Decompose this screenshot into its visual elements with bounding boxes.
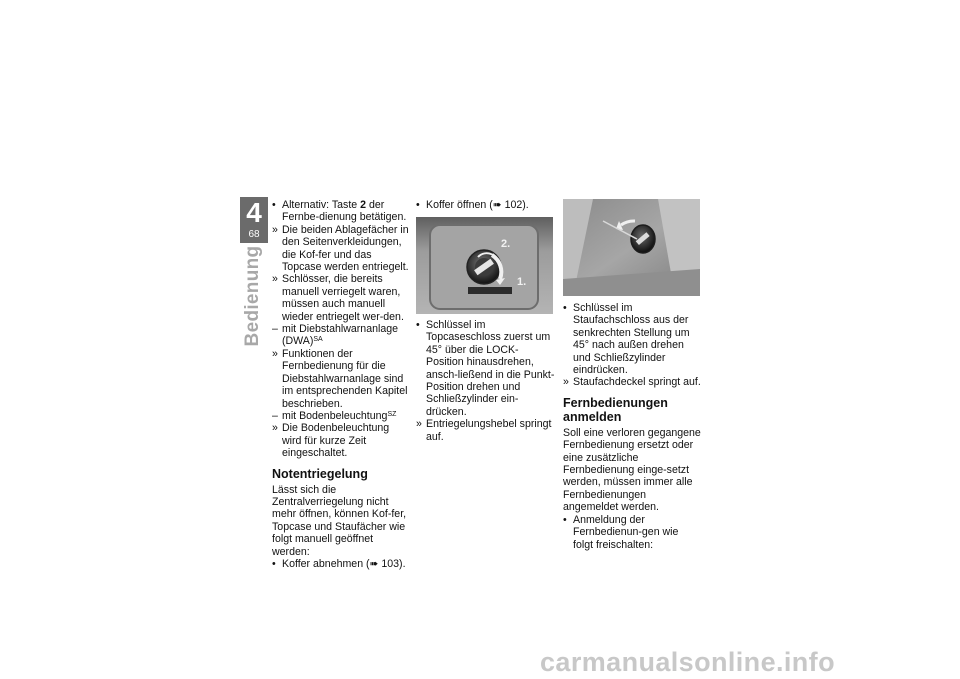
topcase-lock-photo [416,217,553,314]
text-column-2 [416,199,556,211]
watermark: carmanualsonline.info [540,647,835,677]
result-item: » Die beiden Ablagefächer in den Seitenverkleidungen, die Kof-fer und das Topcase werden entriegelt. [272,223,409,274]
page-number: 68 [248,229,260,240]
paragraph: Lässt sich die Zentralverriegelung nicht mehr öffnen, können Kof-fer, Topcase und Staufächer wie folgt manuell geöffnet werden: [272,483,407,558]
condition-item: – mit Bodenbeleuchtung$^{SZ}$ [272,409,397,422]
result-item: » Staufachdeckel springt auf. [563,376,701,389]
condition-item: – mit Diebstahlwarnanlage (DWA)$^{SA}$ [272,323,399,348]
paragraph: Soll eine verloren gegangene Fernbedienung ersetzt oder eine zusätzliche Fernbedienung einge-setzt werden, müssen immer alle Fernbedienungen angemeldet werden. [563,426,701,514]
bullet-item: • Anmeldung der Fernbedienun-gen wie folgt freischalten: [563,513,679,551]
storage-lock-illustration [563,199,700,296]
step-1-label: 1. [517,276,527,288]
chapter-title: Bedienung [242,245,263,346]
result-item: » Entriegelungshebel springt auf. [416,418,552,443]
step-2-label: 2. [501,238,511,250]
result-item: » Schlösser, die bereits manuell verriegelt waren, müssen auch manuell wieder entriegelt wer-den. [272,273,404,323]
text-column-3 [563,302,701,551]
bullet-item: • Koffer öffnen (➠ 102). [416,199,529,211]
text-column-2-lower [416,319,556,443]
section-heading: Fernbedienungen anmelden [563,395,668,424]
bullet-item: • Schlüssel im Staufachschloss aus der senkrechten Stellung um 45° nach außen drehen und Schließzylinder eindrücken. [563,302,690,377]
topcase-lock-illustration [416,217,553,314]
result-item: » Funktionen der Fernbedienung für die Diebstahlwarnanlage sind im entsprechenden Kapitel beschrieben. [272,347,408,410]
storage-lock-photo [563,199,700,296]
bullet-item: • Alternativ: Taste 2 der Fernbe-dienung betätigen. [272,199,407,224]
bullet-item: • Koffer abnehmen (➠ 103). [272,557,406,570]
bullet-item: • Schlüssel im Topcaseschloss zuerst um 45° über die LOCK-Position hinausdrehen, ansch-ließend in die Punkt-Position drehen und Schließzylinder ein-drücken. [416,319,555,418]
section-heading: Notentriegelung [272,466,368,481]
text-column-1 [272,199,410,570]
chapter-number: 4 [246,197,262,228]
result-item: » Die Bodenbeleuchtung wird für kurze Zeit eingeschaltet. [272,422,390,460]
